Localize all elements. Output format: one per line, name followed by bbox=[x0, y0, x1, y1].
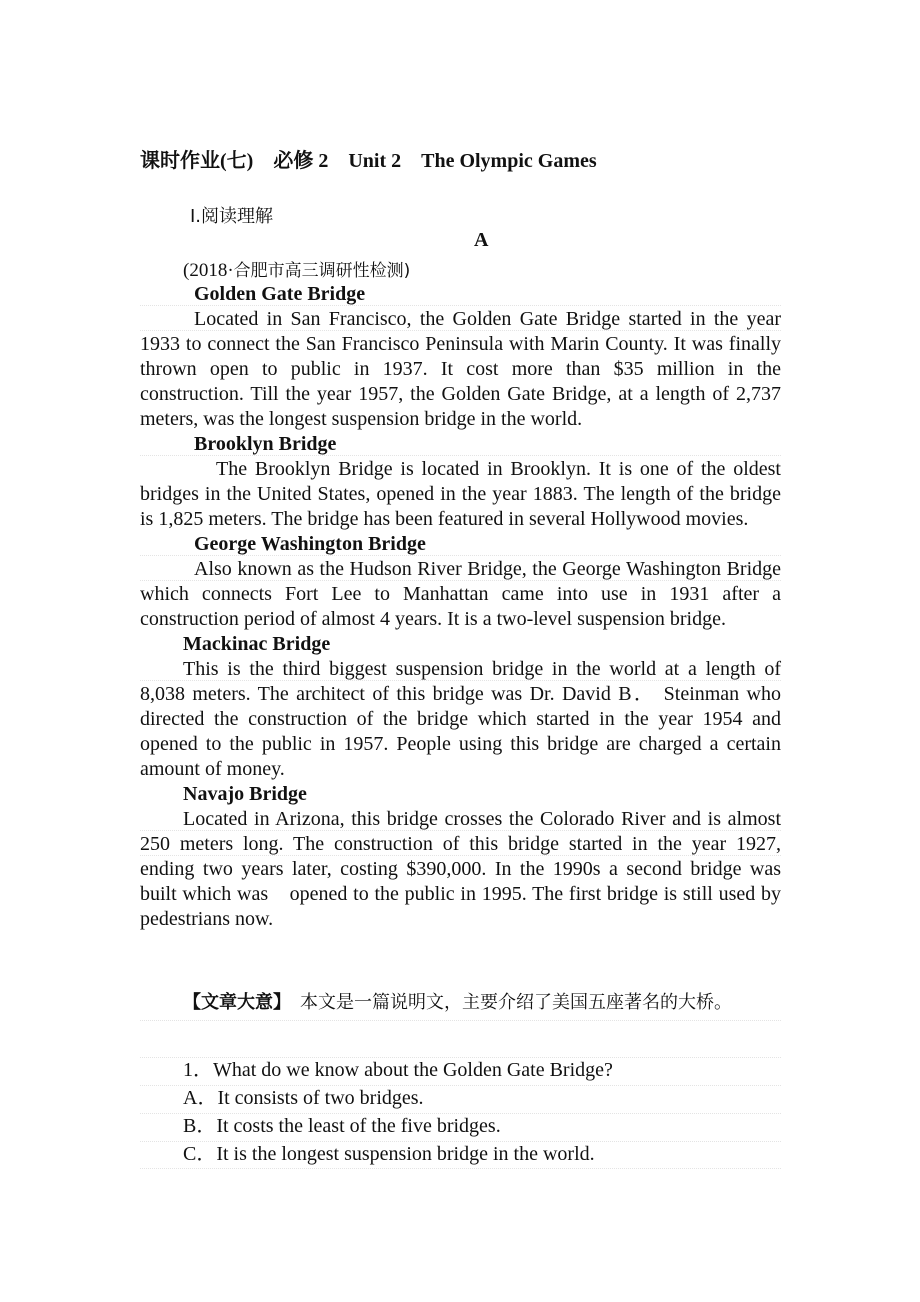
option-a: A．It consists of two bridges. bbox=[183, 1087, 424, 1109]
summary-label: 【文章大意】 bbox=[183, 992, 282, 1013]
bridge-heading: Mackinac Bridge bbox=[183, 633, 331, 655]
source-name: 合肥市高三调研性检测) bbox=[233, 261, 411, 281]
page-title: 课时作业(七) 必修 2 Unit 2 The Olympic Games bbox=[140, 150, 597, 172]
bridge-paragraph: The Brooklyn Bridge is located in Brooklyn. It is one of the oldest bridges in the United States, opened in the year 1883. The length of the bridge is 1,825 meters. The bridge has been featured in several Hollywood movies. bbox=[140, 458, 781, 530]
passage-source bbox=[183, 256, 410, 282]
bridge-heading: George Washington Bridge bbox=[194, 533, 426, 555]
question-1 bbox=[183, 1056, 613, 1168]
bridge-heading: Golden Gate Bridge bbox=[194, 283, 366, 305]
article-summary bbox=[140, 984, 781, 1022]
question-stem: 1．What do we know about the Golden Gate Bridge? bbox=[183, 1059, 613, 1081]
article bbox=[140, 282, 781, 932]
passage-label: A bbox=[474, 229, 489, 251]
option-c: C．It is the longest suspension bridge in the world. bbox=[183, 1143, 595, 1165]
option-b: B．It costs the least of the five bridges. bbox=[183, 1115, 501, 1137]
bridge-paragraph: Located in San Francisco, the Golden Gate Bridge started in the year 1933 to connect the San Francisco Peninsula with Marin County. It was finally thrown open to public in 1937. It cost more than $35 million in the construction. Till the year 1957, the Golden Gate Bridge, at a length of 2,737 meters, was the longest suspension bridge in the world. bbox=[140, 308, 781, 430]
summary-text: 本文是一篇说明文，主要介绍了美国五座著名的大桥。 bbox=[282, 992, 732, 1013]
source-year: (2018· bbox=[183, 260, 234, 281]
bridge-paragraph: Also known as the Hudson River Bridge, the George Washington Bridge which connects Fort Lee to Manhattan came into use in 1931 after a construction period of almost 4 years. It is a two-level suspension bridge. bbox=[140, 558, 781, 630]
bridge-heading: Navajo Bridge bbox=[183, 783, 307, 805]
section-heading: Ⅰ.阅读理解 bbox=[190, 206, 274, 227]
bridge-paragraph: This is the third biggest suspension bridge in the world at a length of 8,038 meters. The architect of this bridge was Dr. David B． Steinman who directed the construction of the bridge which started in the year 1954 and opened to the public in 1957. People using this bridge are charged a certain amount of money. bbox=[140, 658, 781, 780]
bridge-paragraph: Located in Arizona, this bridge crosses the Colorado River and is almost 250 meters long. The construction of this bridge started in the year 1927, ending two years later, costing $390,000. In the 1990s a second bridge was built which was opened to the public in 1995. The first bridge is still used by pedestrians now. bbox=[140, 808, 781, 930]
bridge-heading: Brooklyn Bridge bbox=[194, 433, 337, 455]
